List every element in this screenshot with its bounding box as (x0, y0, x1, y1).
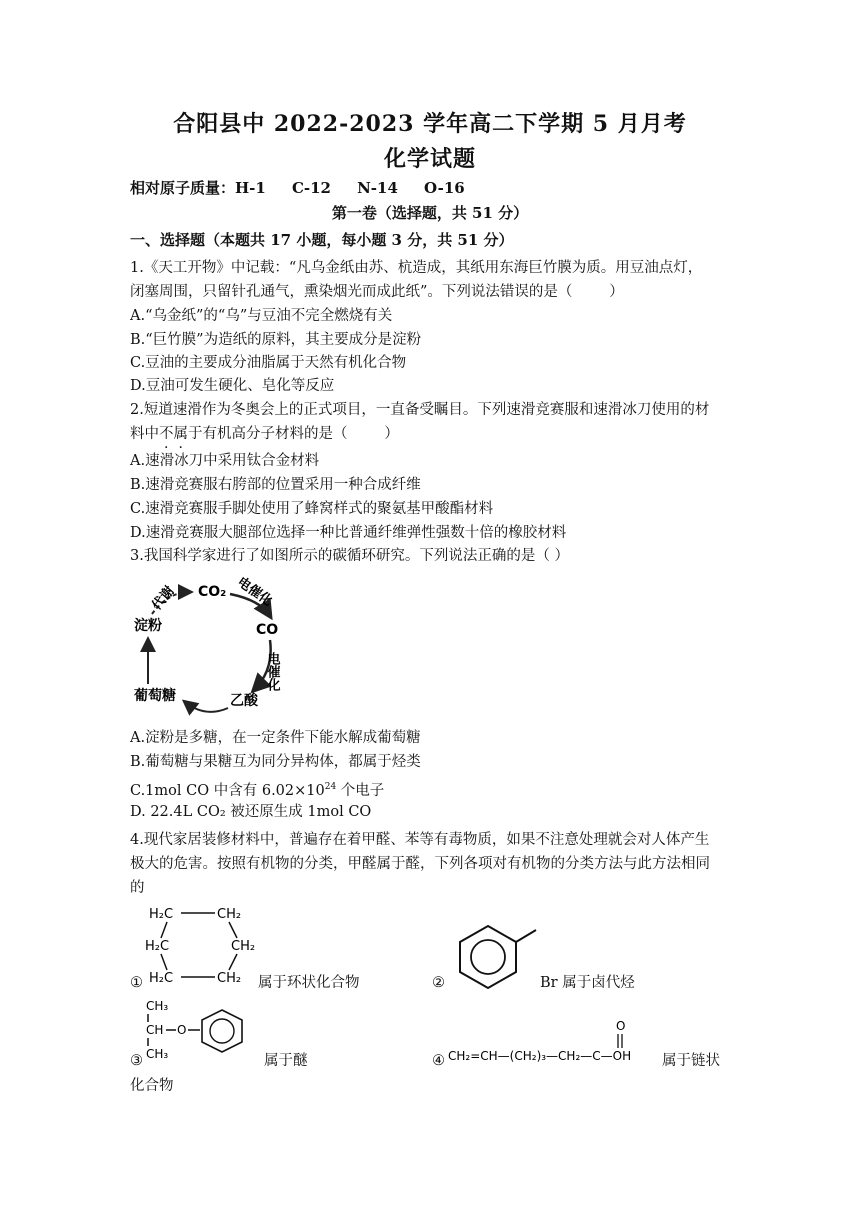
ring-hexagon (460, 926, 516, 988)
atom-ch2-right: CH₂ (231, 939, 256, 954)
q2-stem-1: 2.短道速滑作为冬奥会上的正式项目，一直备受瞩目。下列速滑竞赛服和速滑冰刀使用的材 (130, 402, 710, 418)
chain-acid-svg (448, 1016, 662, 1068)
chain-acid-formula: CH₂=CH—(CH₂)₃—CH₂—C—OH (448, 1049, 632, 1063)
q3-option-c-tail: 个电子 (336, 782, 385, 799)
q4-option-4-continuation: 化合物 (130, 1078, 174, 1094)
atom-ch3-bottom: CH₃ (146, 1047, 169, 1061)
atom-ch2-top: CH₂ (217, 907, 242, 922)
atomic-masses: 相对原子质量：H-1 C-12 N-14 O-16 (130, 179, 465, 197)
label-electrocatalysis-top: 电催化 (234, 574, 275, 610)
ring-substituent-bond (516, 930, 536, 942)
label-electrocatalysis-right: 电催化 (264, 652, 280, 691)
q2-option-b: B.速滑竞赛服右胯部的位置采用一种合成纤维 (130, 477, 421, 493)
label-glucose: 葡萄糖 (134, 688, 176, 704)
q1-option-b: B.“巨竹膜”为造纸的原料，其主要成分是淀粉 (130, 332, 422, 348)
q2-emphasis-1: 不 (159, 426, 174, 442)
atom-carbonyl-o: O (616, 1019, 626, 1033)
q3-option-c-exponent: 24 (324, 782, 337, 792)
carbon-cycle-diagram (130, 572, 290, 722)
q3-option-a: A.淀粉是多糖，在一定条件下能水解成葡萄糖 (130, 730, 421, 746)
q2-stem-2-pre: 料中 (130, 426, 159, 442)
label-co2: CO₂ (198, 584, 227, 600)
q4-option-4-text: 属于链状 (662, 1053, 720, 1069)
benzene-ring-svg (448, 922, 538, 990)
q4-option-4-number: ④ (432, 1053, 445, 1069)
q2-option-d: D.速滑竞赛服大腿部位选择一种比普通纤维弹性强数十倍的橡胶材料 (130, 525, 567, 541)
q1-option-d: D.豆油可发生硬化、皂化等反应 (130, 378, 335, 394)
isopropyl-phenyl-ether-structure (144, 996, 264, 1070)
exam-title: 合阳县中 2022-2023 学年高二下学期 5 月月考 (173, 111, 687, 137)
q4-option-1-text: 属于环状化合物 (258, 975, 360, 991)
ring-aromatic-circle (471, 940, 505, 974)
bond-left-bottom (161, 954, 167, 970)
q3-option-c (130, 777, 384, 801)
label-co: CO (256, 622, 279, 638)
q3-option-d: D. 22.4L CO₂ 被还原生成 1mol CO (130, 804, 372, 820)
q4-option-2-text: Br 属于卤代烃 (540, 975, 635, 991)
section-title: 第一卷（选择题，共 51 分） (331, 204, 529, 222)
q1-option-a: A.“乌金纸”的“乌”与豆油不完全燃烧有关 (130, 308, 393, 324)
cyclohexane-svg (145, 900, 260, 992)
atom-h2c-left: H₂C (145, 939, 170, 954)
ether-svg (144, 996, 264, 1070)
q1-stem-1: 1.《天工开物》中记载：“凡乌金纸由苏、杭造成，其纸用东海巨竹膜为质。用豆油点灯， (130, 260, 703, 276)
atom-ch: CH (146, 1023, 164, 1037)
bromobenzene-ring-structure (448, 922, 538, 990)
carbon-cycle-svg (130, 572, 290, 722)
subject-title: 化学试题 (383, 146, 476, 172)
arrow-acetic-glucose (185, 702, 228, 712)
q4-stem-1: 4.现代家居装修材料中，普遍存在着甲醛、苯等有毒物质，如果不注意处理就会对人体产生 (130, 832, 710, 848)
q2-stem-2-post: 于有机高分子材料的是（ ） (188, 426, 399, 442)
q1-stem-2: 闭塞周围，只留针孔通气，熏染烟光而成此纸”。下列说法错误的是（ ） (130, 284, 624, 300)
part-title: 一、选择题（本题共 17 小题，每小题 3 分，共 51 分） (130, 231, 514, 249)
q4-option-3-text: 属于醚 (264, 1053, 308, 1069)
atom-h2c-top: H₂C (149, 907, 174, 922)
q4-option-2-number: ② (432, 975, 445, 991)
q3-option-b: B.葡萄糖与果糖互为同分异构体，都属于烃类 (130, 754, 421, 770)
pentenoic-acid-structure (448, 1016, 662, 1068)
atom-o: O (177, 1023, 187, 1037)
atom-ch3-top: CH₃ (146, 999, 169, 1013)
q2-option-c: C.速滑竞赛服手脚处使用了蜂窝样式的聚氨基甲酸酯材料 (130, 501, 494, 517)
q3-stem: 3.我国科学家进行了如图所示的碳循环研究。下列说法正确的是（ ） (130, 548, 569, 564)
atom-ch2-bottom: CH₂ (217, 971, 242, 986)
ether-ring-hexagon (202, 1010, 242, 1052)
label-metabolism: 代谢 (149, 583, 178, 614)
q3-option-c-main: C.1mol CO 中含有 6.02×10 (130, 782, 325, 799)
bond-left-top (161, 922, 167, 938)
bond-right-top (229, 922, 237, 938)
q2-option-a: A.速滑冰刀中采用钛合金材料 (130, 453, 320, 469)
ether-ring-circle (210, 1019, 234, 1043)
q1-option-c: C.豆油的主要成分油脂属于天然有机化合物 (130, 355, 407, 371)
q4-option-3-number: ③ (130, 1053, 143, 1069)
q2-emphasis-2: 属 (173, 426, 188, 442)
label-starch: 淀粉 (134, 618, 162, 634)
q4-option-1-number: ① (130, 975, 143, 991)
cyclohexane-structure (145, 900, 260, 992)
label-acetic-acid: 乙酸 (230, 693, 258, 709)
q4-stem-3: 的 (130, 880, 145, 896)
bond-right-bottom (229, 954, 237, 970)
q2-stem-2 (130, 424, 399, 444)
atom-h2c-bottom: H₂C (149, 971, 174, 986)
q4-stem-2: 极大的危害。按照有机物的分类，甲醛属于醛，下列各项对有机物的分类方法与此方法相同 (130, 856, 710, 872)
